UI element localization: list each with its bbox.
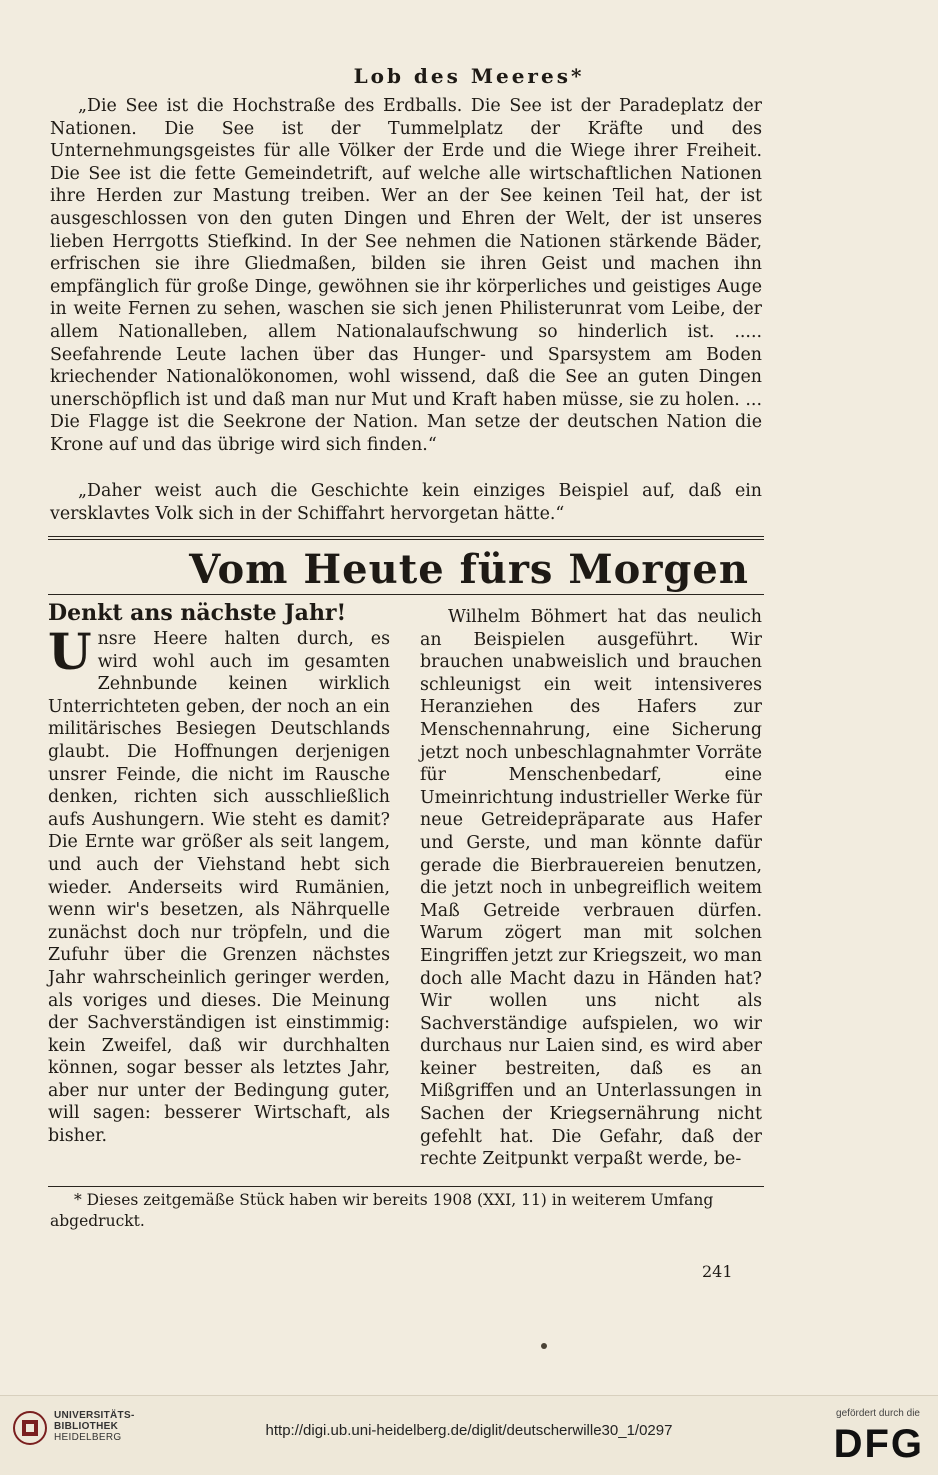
- divider-bottom: [48, 594, 764, 595]
- drop-cap: U: [48, 622, 92, 681]
- divider-top-2: [48, 539, 764, 540]
- dfg-logo[interactable]: DFG: [833, 1422, 924, 1466]
- closing-paragraph: „Daher weist auch die Geschichte kein einziges Beispiel auf, daß ein versklavtes Volk sich in der Schiffahrt hervorgetan hätte.“: [50, 481, 762, 524]
- column-left-text: nsre Heere halten durch, es wird wohl auch im gesamten Zehnbunde keinen wirklich Unterrichteten geben, der noch an ein militärisches Besiegen Deutschlands glaubt. Die Hoffnungen derjenigen unsrer Feinde, die nicht im Rausche denken, richten sich ausschließlich aufs Aushungern. Wie steht es damit? Die Ernte war größer als seit langem, und auch der Viehstand hebt sich wieder. Anderseits wird Rumänien, wenn wir's besetzen, als Nährquelle zunächst doch nur tröpfeln, und die Zufuhr über die Grenzen nächstes Jahr wahrscheinlich geringer werden, als voriges und dieses. Die Meinung der Sachverständigen ist einstimmig: kein Zweifel, daß wir durchhalten können, sogar besser als letztes Jahr, aber nur unter der Bedingung guter, will sagen: besserer Wirtschaft, als bisher.: [48, 629, 390, 1147]
- footnote-divider: [48, 1186, 764, 1187]
- page-number: 241: [702, 1262, 733, 1281]
- viewer-footer: [0, 1395, 938, 1475]
- quote-paragraph: „Die See ist die Hochstraße des Erdballs. Die See ist der Paradeplatz der Nationen. Die See ist der Tummelplatz der Kräfte und des Unternehmungsgeistes für alle Völker der Erde und die Wiege ihrer Freiheit. Die See ist die fette Gemeindetrift, auf welche alle wirtschaftlichen Nationen ihre Herden zur Mastung treiben. Wer an der See keinen Teil hat, der ist ausgeschlossen von den guten Dingen und Ehren der Welt, der ist unseres lieben Herrgotts Stiefkind. In der See nehmen die Nationen stärkende Bäder, erfrischen sie ihre Gliedmaßen, bilden sie ihren Geist und machen ihn empfänglich für große Dinge, gewöhnen sie ihr körperliches und geistiges Auge in weite Fernen zu sehen, waschen sie sich jenen Philisterunrat vom Leibe, der allem Nationalleben, allem Nationalaufschwung so hinderlich ist. ..... Seefahrende Leute lachen über das Hunger- und Sparsystem am Boden kriechender Nationalökonomen, wohl wissend, daß die See an guten Dingen unerschöpflich ist und daß man nur Mut und Kraft haben müsse, sie zu holen. ... Die Flagge ist die Seekrone der Nation. Man setze der deutschen Nation die Krone auf und das übrige wird sich finden.“: [50, 96, 762, 455]
- column-left: [48, 600, 390, 1148]
- divider-top-1: [48, 536, 764, 537]
- library-name-line1: UNIVERSITÄTS-: [54, 1410, 135, 1421]
- library-name-line2: BIBLIOTHEK: [54, 1421, 119, 1432]
- column-right-text: Wilhelm Böhmert hat das neulich an Beispielen ausgeführt. Wir brauchen unabweislich und brauchen schleunigst ein weit intensiveres Heranziehen des Hafers zur Menschennahrung, eine Sicherung jetzt noch unbeschlagnahmter Vorräte für Menschenbedarf, eine Umeinrichtung industrieller Werke für neue Getreidepräparate aus Hafer und Gerste, und man könnte dafür gerade die Bierbrauereien benutzen, die jetzt noch in unbegreiflich weitem Maß Getreide verbrauen dürfen. Warum zögert man mit solchen Eingriffen jetzt zur Kriegszeit, wo man doch alle Macht dazu in Händen hat? Wir wollen uns nicht als Sachverständige aufspielen, wo wir durchaus nur Laien sind, es wird aber keiner bestreiten, daß es an Mißgriffen und an Unterlassungen in Sachen der Kriegsernährung nicht gefehlt hat. Die Gefahr, daß der rechte Zeitpunkt verpaßt werde, be-: [420, 607, 762, 1170]
- permalink[interactable]: http://digi.ub.uni-heidelberg.de/diglit/deutscherwille30_1/0297: [265, 1422, 673, 1439]
- column-subhead: Denkt ans nächste Jahr!: [48, 600, 347, 626]
- funded-by-label: gefördert durch die: [836, 1408, 920, 1419]
- library-name-line3: HEIDELBERG: [54, 1432, 122, 1443]
- article-title: Lob des Meeres*: [353, 64, 585, 88]
- section-headline: Vom Heute fürs Morgen: [189, 546, 749, 593]
- footnote: * Dieses zeitgemäße Stück haben wir bereits 1908 (XXI, 11) in weiterem Umfang abgedruckt.: [50, 1191, 714, 1230]
- ink-speck: [541, 1343, 547, 1349]
